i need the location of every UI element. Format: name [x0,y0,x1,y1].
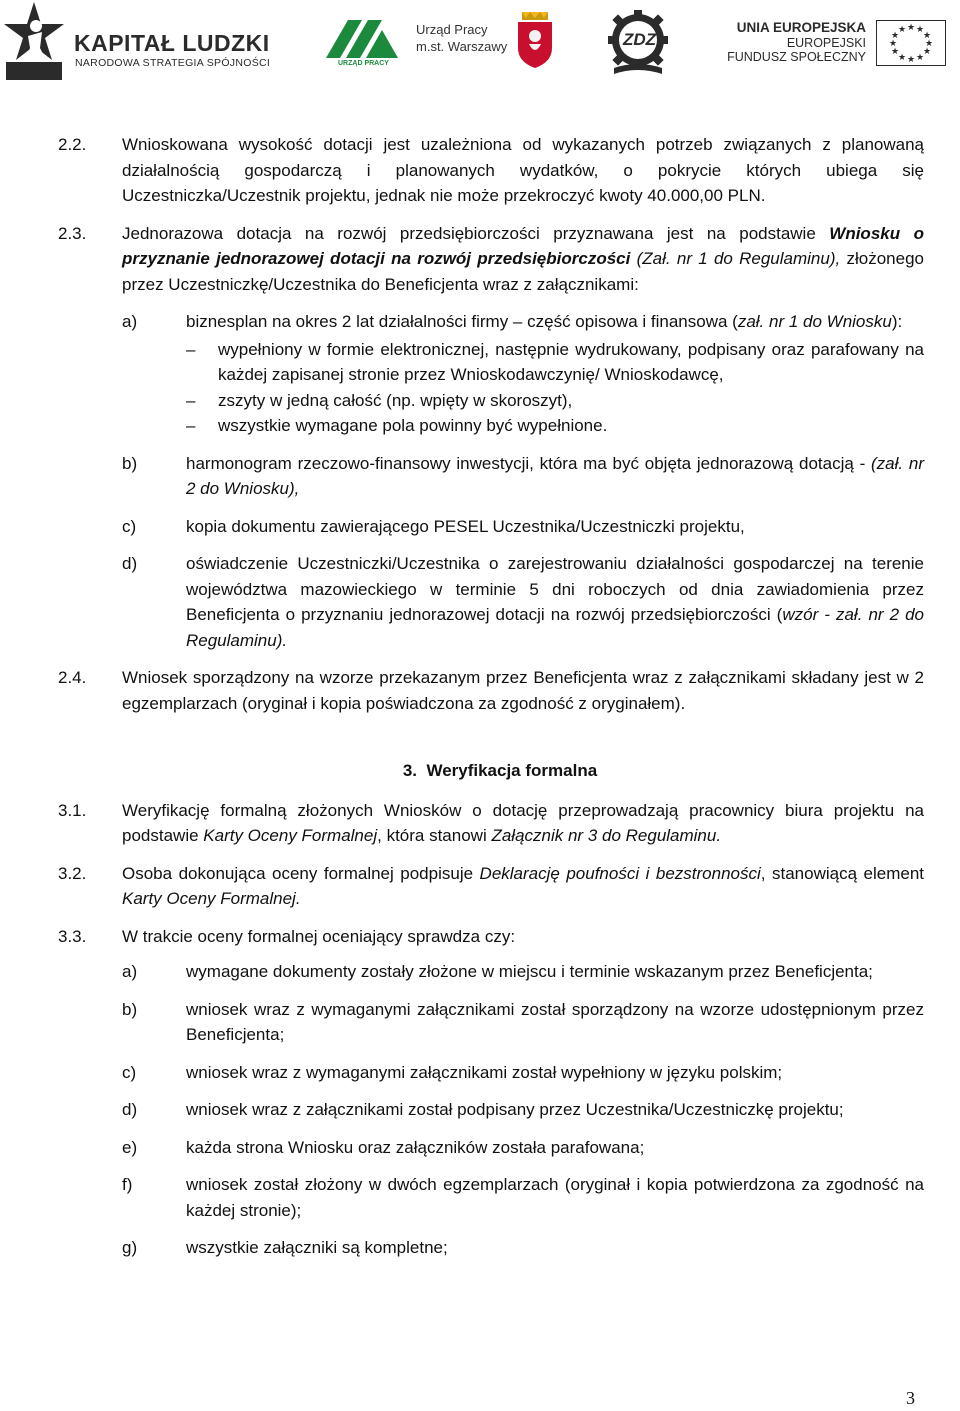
text-span: Jednorazowa dotacja na rozwój przedsiębiorczości przyznawana jest na podstawie [122,223,830,243]
paragraph-3-2 [58,861,924,912]
dash-text: zszyty w jedną całość (np. wpięty w skoroszyt), [218,390,573,410]
paragraph-3-3 [58,924,924,1261]
dash-text: wszystkie wymagane pola powinny być wypełnione. [218,416,608,435]
paragraph-2-3 [58,221,924,654]
kapital-ludzki-logo [4,2,271,82]
svg-text:★: ★ [915,25,925,35]
list-letter: e) [122,1137,138,1157]
paragraph-number: 2.4. [58,668,87,687]
urzad-pracy-line2: m.st. Warszawy [416,39,508,54]
paragraph-text: Wnioskowana wysokość dotacji jest uzależniona od wykazanych potrzeb związanych z planowaną działalnością gospodarczą i planowanych wydatków, o pokrycie których ubiega się Uczestniczka/Uczestnik projektu, jednak nie może przekroczyć kwoty 40.000,00 PLN. [122,135,924,205]
list-item-b [122,451,924,502]
zdz-label: ZDZ [623,30,657,49]
dash-mark: – [186,339,196,359]
paragraph-text: Wniosek sporządzony na wzorze przekazanym przez Beneficjenta wraz z załącznikami składany jest w 2 egzemplarzach (oryginał i kopia poświadczona za zgodność z oryginałem). [122,668,924,713]
ue-line3: FUNDUSZ SPOŁECZNY [727,50,866,64]
form-reference: Karty Oceny Formalnej [203,826,378,845]
kapital-ludzki-subtitle: NARODOWA STRATEGIA SPÓJNOŚCI [75,57,271,69]
list-item-a [122,309,924,439]
list-letter: d) [122,554,138,573]
checklist-item [122,1097,924,1123]
text-span: , która stanowi [377,826,492,845]
urzad-pracy-arrows-icon [322,14,400,62]
list-item-text: wniosek wraz z wymaganymi załącznikami został sporządzony na wzorze udostępnionym przez Beneficjenta; [186,999,924,1044]
list-letter: g) [122,1238,138,1257]
text-span: oświadczenie Uczestniczki/Uczestnika o zarejestrowaniu działalności gospodarczej na terenie województwa mazowieckiego w terminie 5 dni roboczych od dnia zawiadomienia przez Beneficjenta o przyznaniu jednorazowej dotacji na rozwój przedsiębiorczości ( [186,554,924,624]
checklist-item [122,1172,924,1223]
eu-stars-flag-icon [876,20,946,66]
checklist-item [122,1135,924,1161]
svg-text:★: ★ [897,53,907,63]
svg-text:★: ★ [897,25,907,35]
list-item-text [186,451,924,502]
svg-text:★: ★ [924,39,934,49]
checklist [122,959,924,1261]
list-letter: f) [122,1175,133,1194]
list-letter: d) [122,1100,138,1119]
urzad-pracy-small-label: URZĄD PRACY [338,60,389,67]
checklist-item [122,959,924,985]
paragraph-number: 3.3. [58,926,87,946]
list-item-text: wniosek wraz z załącznikami został podpisany przez Uczestnika/Uczestniczkę projektu; [186,1100,844,1119]
paragraph-text [122,798,924,849]
list-item-text: każda strona Wniosku oraz załączników została parafowana; [186,1137,645,1157]
attachment-reference: (zał. nr 2 do Wniosku), [186,453,924,498]
svg-text:★: ★ [915,53,925,63]
list-item-text: wniosek został złożony w dwóch egzemplarzach (oryginał i kopia potwierdzona za zgodność na każdej stronie); [186,1175,924,1220]
text-span: , stanowiącą element [760,863,924,883]
list-item-c [122,514,924,540]
list-letter: c) [122,1062,137,1082]
attachment-reference: zał. nr 1 do Wniosku [737,312,892,331]
form-reference: Karty Oceny Formalnej. [122,889,301,908]
paragraph-body [122,221,924,654]
svg-text:★: ★ [890,31,900,41]
svg-text:★: ★ [890,47,900,57]
paragraph-text [122,221,924,298]
kapital-ludzki-title: KAPITAŁ LUDZKI [74,30,270,56]
svg-text:★: ★ [906,23,916,33]
paragraph-body [122,924,924,1261]
list-item-text: kopia dokumentu zawierającego PESEL Uczestnika/Uczestniczki projektu, [186,516,745,536]
paragraph-2-4 [58,665,924,716]
attachment-reference: (Zał. nr 1 do Regulaminu), [630,249,841,268]
list-letter: c) [122,516,137,536]
checklist-item [122,1235,924,1261]
list-letter: b) [122,453,138,473]
paragraph-text: W trakcie oceny formalnej oceniający sprawdza czy: [122,926,516,946]
dash-item [186,413,924,439]
document-body [58,132,924,1273]
list-item-text: wymagane dokumenty zostały złożone w miejscu i terminie wskazanym przez Beneficjenta; [186,962,873,981]
coat-of-arms-icon [516,12,554,68]
list-item-body [186,309,924,439]
dash-text: wypełniony w formie elektronicznej, następnie wydrukowany, podpisany oraz parafowany na każdej zapisanej stronie przez Wnioskodawczynię/ Wnioskodawcę, [218,339,924,384]
paragraph-2-2 [58,132,924,209]
zdz-logo [606,10,670,76]
svg-text:★: ★ [906,55,916,65]
list-letter: a) [122,962,138,981]
list-item-d [122,551,924,653]
section-title: 3. Weryfikacja formalna [402,761,598,780]
list-item-text [186,309,924,335]
paragraph-text [122,861,924,912]
text-span: Weryfikację formalną złożonych Wniosków o dotację przeprowadzają pracownicy biura projektu na podstawie [122,800,924,845]
checklist-item [122,1060,924,1086]
dash-mark: – [186,390,196,410]
paragraph-number: 2.2. [58,135,87,154]
text-span: ): [891,312,903,331]
text-span: złożonego przez Uczestniczkę/Uczestnika do Beneficjenta wraz z załącznikami: [122,249,924,294]
page-number: 3 [906,1388,915,1408]
paragraph-3-1 [58,798,924,849]
header-logos [0,0,960,90]
list-letter: a) [122,312,138,331]
list-item-text: wniosek wraz z wymaganymi załącznikami został wypełniony w języku polskim; [186,1062,783,1082]
dash-item [186,337,924,388]
kapital-ludzki-emblem-icon [4,2,66,82]
paragraph-number: 3.2. [58,863,87,883]
list-item-text: wszystkie załączniki są kompletne; [186,1238,448,1257]
text-span: Osoba dokonująca oceny formalnej podpisuje [122,863,480,883]
attachment-reference: wzór - zał. nr 2 do Regulaminu). [186,605,924,650]
dash-mark: – [186,416,196,435]
declaration-reference: Deklarację poufności i bezstronności [479,863,761,883]
urzad-pracy-warszawa-label [416,22,506,62]
urzad-pracy-line1: Urząd Pracy [416,22,488,37]
urzad-pracy-emblem [322,14,400,72]
paragraph-number: 2.3. [58,223,87,243]
warszawa-coat-of-arms [516,12,554,68]
svg-text:★: ★ [922,47,932,57]
ue-line1: UNIA EUROPEJSKA [736,20,866,35]
unia-europejska-logo [727,20,946,66]
svg-text:★: ★ [888,39,898,49]
text-span: biznesplan na okres 2 lat działalności firmy – część opisowa i finansowa ( [186,312,738,331]
ue-line2: EUROPEJSKI [786,36,866,50]
list-item-text [186,551,924,653]
dash-item [186,388,924,414]
text-span: harmonogram rzeczowo-finansowy inwestycji, która ma być objęta jednorazową dotacją - [186,453,871,473]
paragraph-number: 3.1. [58,800,87,820]
svg-text:★: ★ [922,31,932,41]
checklist-item [122,997,924,1048]
list-letter: b) [122,999,138,1019]
application-title: Wniosku o przyznanie jednorazowej dotacji na rozwój przedsiębiorczości [122,223,924,268]
attachment-reference: Załącznik nr 3 do Regulaminu. [491,826,722,845]
